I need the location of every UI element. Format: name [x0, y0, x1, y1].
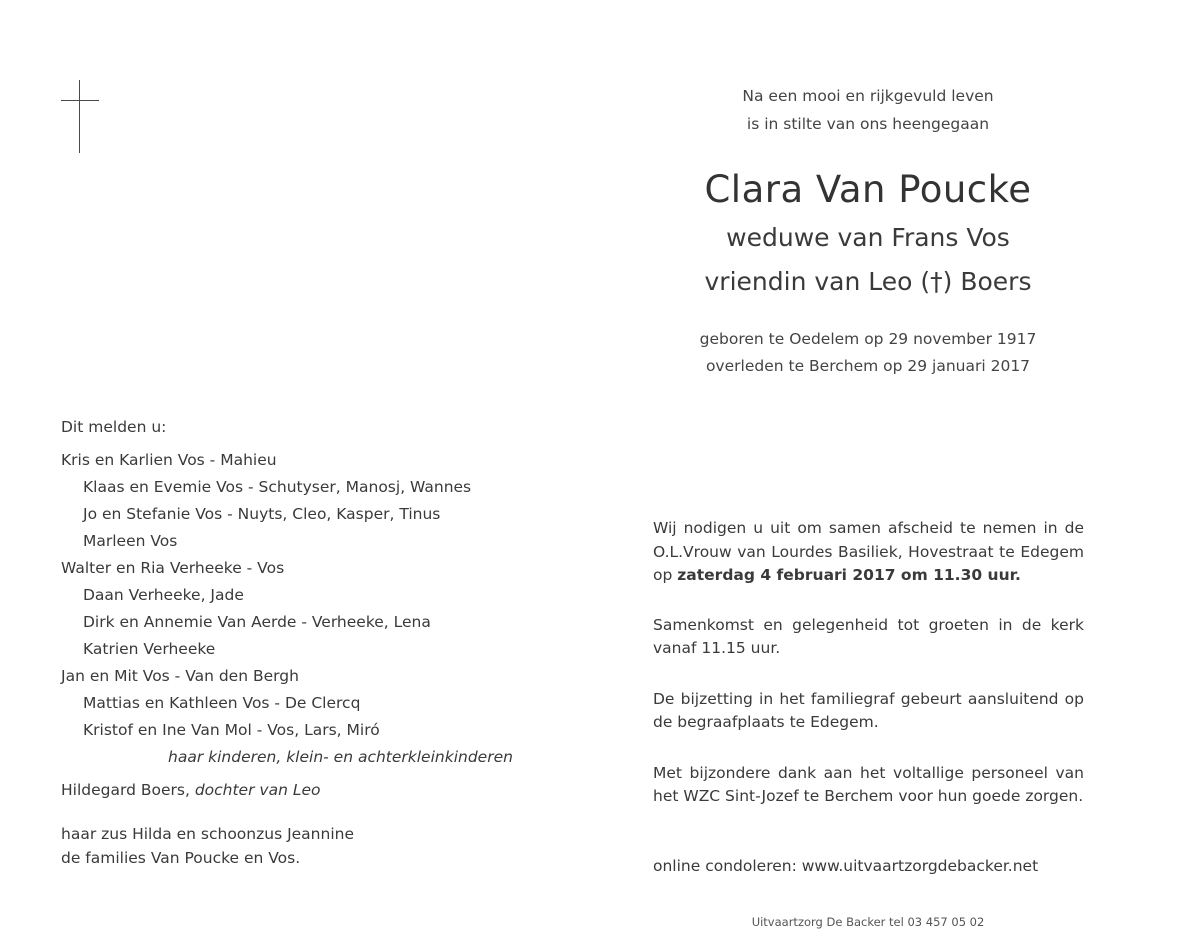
family-list	[61, 414, 581, 870]
list-item: Kris en Karlien Vos - Mahieu	[61, 451, 277, 469]
families-line: de families Van Poucke en Vos.	[61, 849, 301, 867]
list-item: Daan Verheeke, Jade	[83, 586, 244, 604]
ceremony-info	[653, 517, 1084, 878]
invite-paragraph	[653, 517, 1084, 588]
online-condolence: online condoleren: www.uitvaartzorgdebacker.net	[653, 856, 1039, 875]
list-item: Klaas en Evemie Vos - Schutyser, Manosj, Wannes	[83, 478, 472, 496]
undertaker-footer: Uitvaartzorg De Backer tel 03 457 05 02	[751, 915, 985, 929]
intro-line-2: is in stilte van ons heengegaan	[746, 115, 990, 133]
list-item: Mattias en Kathleen Vos - De Clercq	[83, 694, 361, 712]
sister-line: haar zus Hilda en schoonzus Jeannine	[61, 825, 354, 843]
invite-text: Wij nodigen u uit om samen afscheid te nemen in de O.L.Vrouw van Lourdes Basiliek, Hovestraat te Edegem op	[653, 519, 1084, 584]
deceased-name: Clara Van Poucke	[704, 168, 1032, 211]
cross-horizontal-bar	[61, 100, 99, 101]
cross-vertical-bar	[79, 80, 80, 153]
hildegard-line	[61, 777, 581, 804]
friend-of: vriendin van Leo (†) Boers	[704, 267, 1032, 296]
hildegard-role: dochter van Leo	[194, 781, 321, 799]
list-item: Jan en Mit Vos - Van den Bergh	[61, 667, 299, 685]
intro-line-1: Na een mooi en rijkgevuld leven	[742, 87, 994, 105]
thanks-paragraph: Met bijzondere dank aan het voltallige personeel van het WZC Sint-Jozef te Berchem voor hun goede zorgen.	[653, 763, 1084, 805]
invite-datetime: zaterdag 4 februari 2017 om 11.30 uur.	[677, 566, 1021, 584]
list-item: Kristof en Ine Van Mol - Vos, Lars, Miró	[83, 721, 380, 739]
death-line: overleden te Berchem op 29 januari 2017	[705, 357, 1031, 375]
announce-line: Dit melden u:	[61, 418, 167, 436]
burial-paragraph: De bijzetting in het familiegraf gebeurt aansluitend op de begraafplaats te Edegem.	[653, 689, 1084, 731]
list-item: Marleen Vos	[83, 532, 178, 550]
widow-of: weduwe van Frans Vos	[726, 223, 1010, 252]
cross-icon	[61, 80, 99, 153]
list-item: Katrien Verheeke	[83, 640, 216, 658]
list-item: Dirk en Annemie Van Aerde - Verheeke, Lena	[83, 613, 431, 631]
list-item: Jo en Stefanie Vos - Nuyts, Cleo, Kasper, Tinus	[83, 505, 441, 523]
family-summary: haar kinderen, klein- en achterkleinkinderen	[168, 748, 513, 766]
announcement-header	[640, 82, 1096, 380]
gathering-paragraph: Samenkomst en gelegenheid tot groeten in de kerk vanaf 11.15 uur.	[653, 615, 1084, 657]
birth-line: geboren te Oedelem op 29 november 1917	[699, 330, 1037, 348]
hildegard-name: Hildegard Boers,	[61, 781, 190, 799]
list-item: Walter en Ria Verheeke - Vos	[61, 559, 285, 577]
